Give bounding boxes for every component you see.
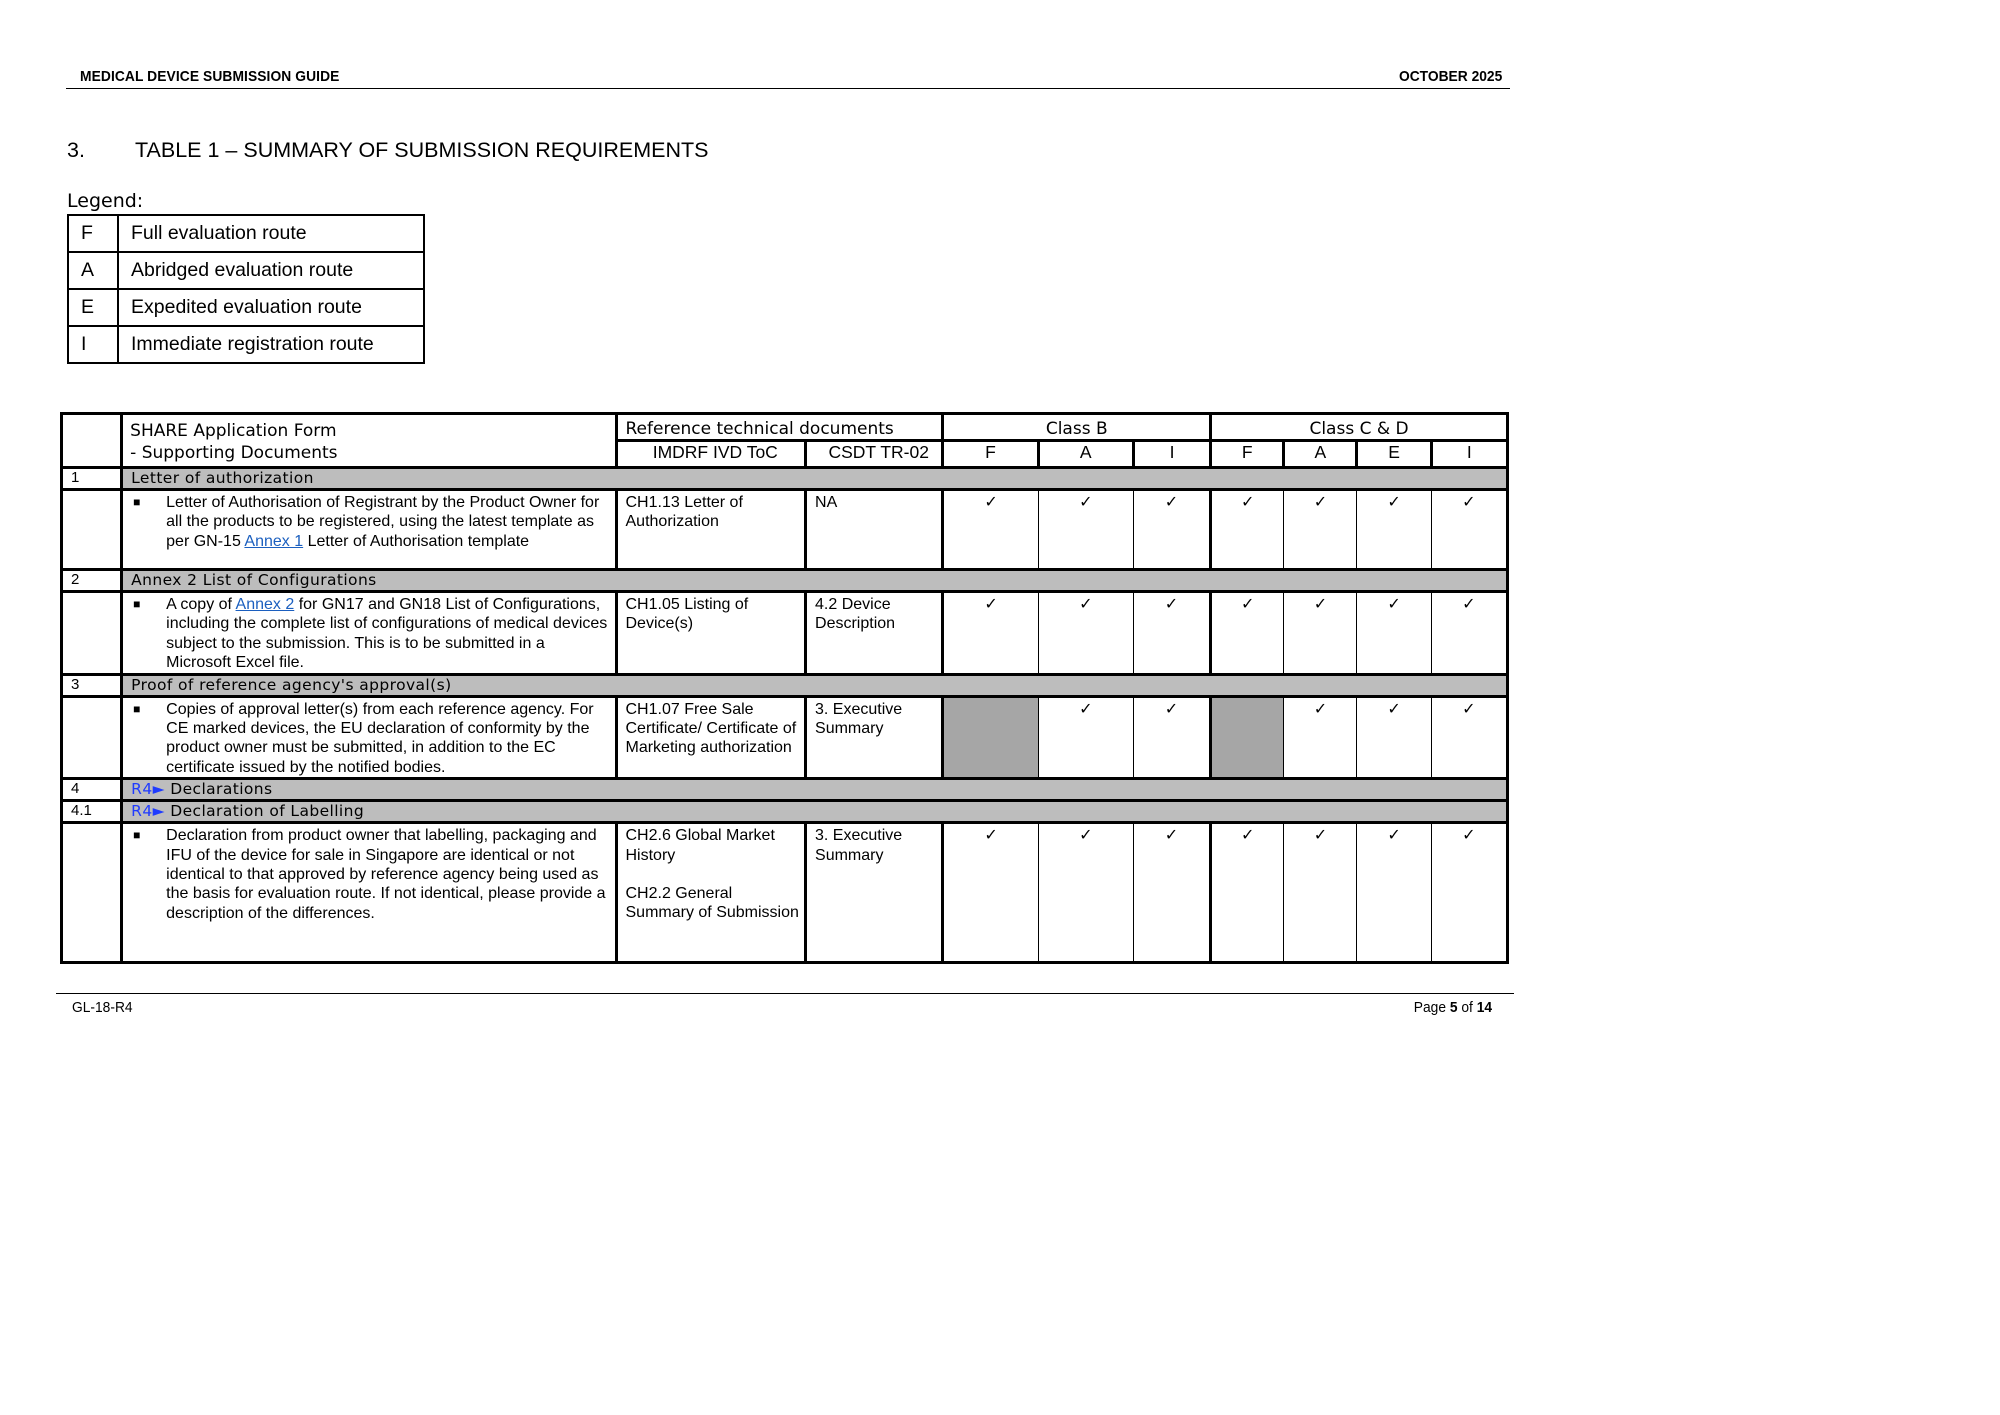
section-row <box>62 570 1508 592</box>
section-num: 2 <box>62 570 122 592</box>
header-b-f: F <box>943 441 1038 468</box>
header-csdt: CSDT TR-02 <box>806 441 943 468</box>
requirement-text: ■ Letter of Authorisation of Registrant by the Product Owner for all the products to be registered, using the latest template as per GN-15 Annex 1 Letter of Authorisation template <box>122 490 616 570</box>
section-row <box>62 779 1508 801</box>
check-icon: ✓ <box>1284 490 1357 570</box>
header-num-cell <box>62 414 122 468</box>
requirement-row <box>62 592 1508 675</box>
check-icon: ✓ <box>1284 696 1357 779</box>
check-icon: ✓ <box>1357 696 1431 779</box>
csdt-ref: 3. Executive Summary <box>806 823 943 963</box>
requirement-row <box>62 823 1508 963</box>
check-icon: ✓ <box>1357 592 1431 675</box>
row-num-cell <box>62 696 122 779</box>
imdrf-ref: CH1.07 Free Sale Certificate/ Certificate of Marketing authorization <box>616 696 806 779</box>
check-icon: ✓ <box>1431 490 1507 570</box>
check-icon: ✓ <box>1133 823 1210 963</box>
requirement-text: ■ Copies of approval letter(s) from each reference agency. For CE marked devices, the EU declaration of conformity by the product owner must be submitted, in addition to the EC certificate issued by the notified bodies. <box>122 696 616 779</box>
check-icon: ✓ <box>1284 592 1357 675</box>
section-title: TABLE 1 – SUMMARY OF SUBMISSION REQUIREMENTS <box>135 138 709 162</box>
legend-desc: Abridged evaluation route <box>118 252 424 289</box>
section-num: 4 <box>62 779 122 801</box>
footer-doc-id: GL-18-R4 <box>72 999 133 1016</box>
requirement-row <box>62 696 1508 779</box>
legend-label: Legend: <box>67 190 144 212</box>
header-imdrf: IMDRF IVD ToC <box>616 441 806 468</box>
check-icon: ✓ <box>1357 490 1431 570</box>
csdt-ref: 3. Executive Summary <box>806 696 943 779</box>
not-applicable-cell <box>943 696 1038 779</box>
revision-marker: R4► <box>131 802 165 821</box>
row-num-cell <box>62 823 122 963</box>
legend-desc: Immediate registration route <box>118 326 424 363</box>
imdrf-ref: CH2.6 Global Market History CH2.2 General Summary of Submission <box>616 823 806 963</box>
check-icon: ✓ <box>1357 823 1431 963</box>
section-row <box>62 468 1508 490</box>
section-title: Letter of authorization <box>122 468 1508 490</box>
check-icon: ✓ <box>943 823 1038 963</box>
bullet-icon: ■ <box>133 597 141 611</box>
check-icon: ✓ <box>1431 696 1507 779</box>
legend-code: A <box>68 252 118 289</box>
legend-code: I <box>68 326 118 363</box>
legend-row <box>68 252 424 289</box>
header-title: MEDICAL DEVICE SUBMISSION GUIDE <box>80 68 340 85</box>
imdrf-ref: CH1.13 Letter of Authorization <box>616 490 806 570</box>
section-num: 3 <box>62 674 122 696</box>
check-icon: ✓ <box>943 490 1038 570</box>
header-b-a: A <box>1038 441 1133 468</box>
check-icon: ✓ <box>1038 592 1133 675</box>
check-icon: ✓ <box>943 592 1038 675</box>
check-icon: ✓ <box>1431 592 1507 675</box>
annex-2-link[interactable]: Annex 2 <box>235 596 295 613</box>
requirement-text: ■ A copy of Annex 2 for GN17 and GN18 List of Configurations, including the complete list of configurations of medical devices subject to the submission. This is to be submitted in a Microsoft Excel file. <box>122 592 616 675</box>
requirement-text: ■ Declaration from product owner that labelling, packaging and IFU of the device for sale in Singapore are identical or not identical to that approved by reference agency being used as the basis for evaluation route. If not identical, please provide a description of the differences. <box>122 823 616 963</box>
legend-table <box>67 214 425 364</box>
check-icon: ✓ <box>1431 823 1507 963</box>
row-num-cell <box>62 490 122 570</box>
check-icon: ✓ <box>1133 490 1210 570</box>
header-rule <box>66 88 1510 89</box>
header-cd-e: E <box>1357 441 1431 468</box>
legend-desc: Full evaluation route <box>118 215 424 252</box>
section-number: 3. <box>67 138 85 162</box>
header-date: OCTOBER 2025 <box>1398 68 1502 85</box>
section-num: 4.1 <box>62 801 122 823</box>
table-header-row <box>62 414 1508 441</box>
check-icon: ✓ <box>1284 823 1357 963</box>
check-icon: ✓ <box>1211 490 1284 570</box>
bullet-icon: ■ <box>133 828 141 843</box>
csdt-ref: 4.2 Device Description <box>806 592 943 675</box>
check-icon: ✓ <box>1211 823 1284 963</box>
legend-row <box>68 326 424 363</box>
section-title: R4► Declarations <box>122 779 1508 801</box>
check-icon: ✓ <box>1038 490 1133 570</box>
header-ref-docs: Reference technical documents <box>616 414 943 441</box>
section-title: R4► Declaration of Labelling <box>122 801 1508 823</box>
requirements-table <box>60 412 1509 964</box>
imdrf-ref: CH1.05 Listing of Device(s) <box>616 592 806 675</box>
csdt-ref: NA <box>806 490 943 570</box>
annex-1-link[interactable]: Annex 1 <box>244 532 304 550</box>
header-form-cell <box>122 414 616 468</box>
header-cd-a: A <box>1284 441 1357 468</box>
legend-row <box>68 215 424 252</box>
not-applicable-cell <box>1211 696 1284 779</box>
check-icon: ✓ <box>1211 592 1284 675</box>
check-icon: ✓ <box>1133 696 1210 779</box>
section-title: Annex 2 List of Configurations <box>122 570 1508 592</box>
header-class-b: Class B <box>943 414 1211 441</box>
revision-marker: R4► <box>131 780 165 799</box>
footer-page-number: Page 5 of 14 <box>1413 999 1492 1016</box>
bullet-icon: ■ <box>133 495 141 509</box>
row-num-cell <box>62 592 122 675</box>
header-form-line2: - Supporting Documents <box>130 443 338 463</box>
section-row <box>62 674 1508 696</box>
header-class-cd: Class C & D <box>1211 414 1508 441</box>
section-row <box>62 801 1508 823</box>
bullet-icon: ■ <box>133 701 141 716</box>
legend-row <box>68 289 424 326</box>
header-b-i: I <box>1133 441 1210 468</box>
check-icon: ✓ <box>1038 696 1133 779</box>
header-cd-i: I <box>1431 441 1507 468</box>
check-icon: ✓ <box>1133 592 1210 675</box>
footer-rule <box>56 993 1514 994</box>
legend-desc: Expedited evaluation route <box>118 289 424 326</box>
legend-code: E <box>68 289 118 326</box>
section-num: 1 <box>62 468 122 490</box>
legend-code: F <box>68 215 118 252</box>
section-title: Proof of reference agency's approval(s) <box>122 674 1508 696</box>
check-icon: ✓ <box>1038 823 1133 963</box>
header-form-line1: SHARE Application Form <box>130 421 337 441</box>
header-cd-f: F <box>1211 441 1284 468</box>
requirement-row <box>62 490 1508 570</box>
